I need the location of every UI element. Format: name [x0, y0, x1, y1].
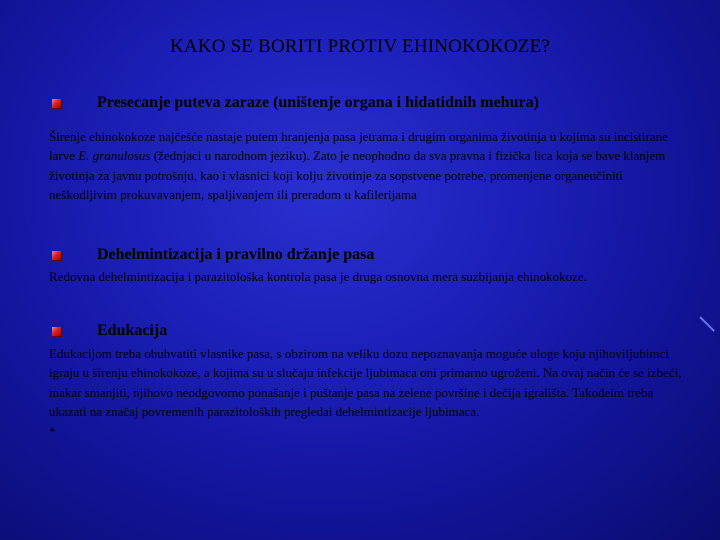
section-body-3	[49, 344, 689, 441]
section-body-1	[49, 127, 689, 205]
section-body-text: Širenje ehinokokoze najčešće nastaje putem hranjenja pasa jetrama i drugim organima životinja u kojima su incistirane larve	[49, 129, 668, 164]
section-heading-text: Dehelmintizacija i pravilno držanje pasa	[97, 246, 375, 263]
section-heading-3	[52, 322, 167, 340]
section-heading-1	[52, 94, 539, 112]
species-name: E. granulosus	[78, 148, 151, 164]
section-body-text: Edukacijom treba obuhvatiti vlasnike pasa, s obzirom na veliku dozu nepoznavanja moguće uloge koju njihoviljubimci igraju u širenju ehinokokoze, a kojima su u slučaju infekcije ljubimaca oni primarno ugroženi. Na ovaj način će se izbeći, makar smanjiti, njihovo neodgovorno ponašanje i puštanje pasa na zelene površine i dečija igrališta. Takođeim treba ukazati na značaj povremenih parazitoloških pregledai dehelmintizacije ljubimaca.	[49, 346, 682, 420]
section-heading-text: Edukacija	[97, 322, 168, 339]
footnote-marker: *	[49, 423, 56, 439]
bullet-square-icon	[52, 327, 61, 336]
bullet-square-icon	[52, 99, 61, 108]
bullet-square-icon	[52, 251, 61, 260]
section-heading-text: Presecanje puteva zaraze (uništenje organa i hidatidnih mehura)	[97, 94, 539, 111]
section-body-text: (žednjaci u narodnom jeziku). Zato je neophodno da sva pravna i fizička lica koja se bave klanjem životinja za javnu potrošnju, kao i vlasnici koji kolju životinje za sopstvene potrebe, promenjene organeučiniti neškodljivim prokuvavanjem, spaljivanjem ili preradom u kafilerijama	[49, 148, 666, 203]
section-body-2: Redovna dehelmintizacija i parazitološka kontrola pasa je druga osnovna mera suzbijanja ehinokokoze.	[49, 269, 587, 284]
slide-title: KAKO SE BORITI PROTIV EHINOKOKOZE?	[169, 36, 551, 57]
section-heading-2	[52, 246, 374, 264]
decorative-line	[699, 316, 715, 332]
